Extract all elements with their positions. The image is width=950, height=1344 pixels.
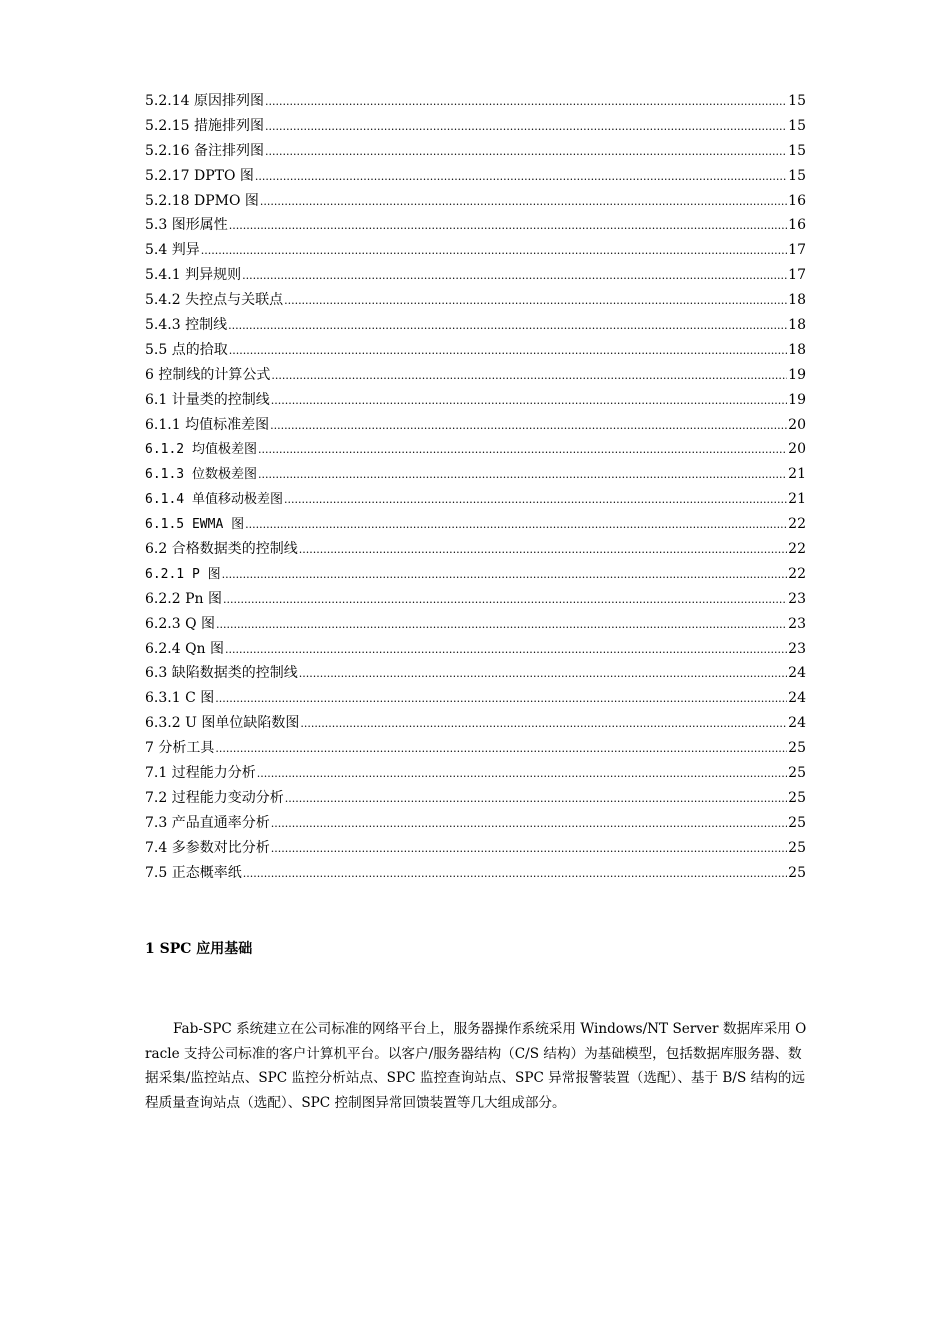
toc-dot-leader — [228, 314, 787, 339]
toc-dot-leader — [242, 264, 787, 289]
toc-dot-leader — [260, 190, 787, 215]
toc-entry-label: 6.1.1 均值标准差图 — [145, 416, 270, 433]
toc-entry[interactable] — [145, 487, 806, 512]
toc-entry-label: 5.2.15 措施排列图 — [145, 117, 264, 134]
toc-entry-page-number: 18 — [788, 292, 806, 309]
toc-entry-label: 5.4.1 判异规则 — [145, 267, 242, 284]
toc-entry[interactable] — [145, 711, 806, 736]
body-paragraph: Fab-SPC 系统建立在公司标准的网络平台上，服务器操作系统采用 Windows/NT Server 数据库采用 Oracle 支持公司标准的客户计算机平台。以客户/服务器结构（C/S 结构）为基础模型，包括数据库服务器、数据采集/监控站点、SPC 监控分析站点、SPC 监控查询站点、SPC 异常报警装置（选配）、基于 B/S 结构的远程质量查询站点（选配）、SPC 控制图异常回馈装置等几大组成部分。 — [145, 1021, 807, 1111]
toc-entry[interactable] — [145, 238, 806, 263]
toc-entry-label: 6 控制线的计算公式 — [145, 366, 271, 383]
toc-entry-page-number: 17 — [788, 267, 806, 284]
toc-dot-leader — [271, 364, 787, 389]
toc-entry[interactable] — [145, 537, 806, 562]
toc-entry[interactable] — [145, 388, 806, 413]
toc-entry[interactable] — [145, 761, 806, 786]
toc-entry-label: 7 分析工具 — [145, 740, 215, 757]
toc-entry-label: 6.1.3 位数极差图 — [145, 467, 257, 483]
toc-entry-label: 7.4 多参数对比分析 — [145, 839, 270, 856]
toc-entry-page-number: 17 — [788, 242, 806, 259]
toc-entry-page-number: 18 — [788, 317, 806, 334]
toc-dot-leader — [257, 762, 787, 787]
toc-entry-page-number: 24 — [788, 690, 806, 707]
toc-entry-label: 6.1.2 均值极差图 — [145, 442, 257, 458]
toc-entry[interactable] — [145, 612, 806, 637]
toc-entry-label: 5.2.17 DPTO 图 — [145, 167, 254, 184]
toc-entry-page-number: 23 — [788, 590, 806, 607]
toc-entry-label: 6.3.2 U 图单位缺陷数图 — [145, 715, 300, 732]
toc-entry[interactable] — [145, 736, 806, 761]
toc-entry-page-number: 25 — [788, 789, 806, 806]
toc-dot-leader — [284, 289, 787, 314]
toc-entry-label: 6.2.1 P 图 — [145, 566, 221, 582]
toc-dot-leader — [285, 787, 787, 812]
toc-dot-leader — [222, 563, 788, 588]
toc-entry-label: 6.2.3 Q 图 — [145, 615, 215, 632]
toc-entry[interactable] — [145, 114, 806, 139]
toc-dot-leader — [300, 712, 787, 737]
toc-dot-leader — [265, 90, 787, 115]
toc-entry[interactable] — [145, 836, 806, 861]
toc-dot-leader — [245, 513, 787, 538]
toc-entry-label: 7.5 正态概率纸 — [145, 864, 242, 881]
toc-dot-leader — [258, 463, 787, 488]
toc-entry-label: 5.2.14 原因排列图 — [145, 93, 264, 109]
toc-entry-label: 5.4.2 失控点与关联点 — [145, 292, 284, 309]
toc-dot-leader — [270, 414, 787, 439]
toc-dot-leader — [284, 488, 787, 513]
toc-entry-page-number: 21 — [788, 466, 806, 483]
toc-dot-leader — [215, 737, 787, 762]
toc-entry[interactable] — [145, 437, 806, 462]
toc-entry-page-number: 24 — [788, 715, 806, 732]
toc-entry-label: 5.3 图形属性 — [145, 217, 228, 234]
toc-dot-leader — [258, 438, 787, 463]
toc-dot-leader — [299, 538, 787, 563]
section-heading: 1 SPC 应用基础 — [145, 941, 253, 957]
toc-dot-leader — [229, 339, 787, 364]
toc-entry-page-number: 18 — [788, 341, 806, 358]
toc-dot-leader — [216, 613, 787, 638]
toc-entry-page-number: 21 — [788, 491, 806, 508]
toc-entry[interactable] — [145, 512, 806, 537]
toc-entry-page-number: 25 — [788, 765, 806, 782]
toc-entry-label: 6.2.2 Pn 图 — [145, 590, 222, 607]
toc-entry[interactable] — [145, 637, 806, 662]
toc-entry-label: 5.4 判异 — [145, 242, 200, 259]
toc-entry[interactable] — [145, 313, 806, 338]
toc-dot-leader — [229, 214, 787, 239]
toc-entry-page-number: 16 — [788, 192, 806, 209]
toc-dot-leader — [271, 812, 787, 837]
toc-entry-label: 6.3 缺陷数据类的控制线 — [145, 665, 298, 682]
toc-entry-page-number: 22 — [788, 541, 806, 558]
toc-dot-leader — [271, 389, 787, 414]
toc-entry[interactable] — [145, 164, 806, 189]
toc-dot-leader — [265, 115, 787, 140]
toc-entry-label: 7.1 过程能力分析 — [145, 765, 256, 782]
toc-entry-page-number: 25 — [788, 814, 806, 831]
toc-entry-label: 6.1.4 单值移动极差图 — [145, 492, 283, 508]
toc-entry-label: 6.1.5 EWMA 图 — [145, 517, 245, 533]
toc-entry-page-number: 16 — [788, 217, 806, 234]
toc-entry-page-number: 23 — [788, 640, 806, 657]
toc-entry-page-number: 25 — [788, 864, 806, 881]
toc-entry[interactable] — [145, 686, 806, 711]
toc-entry[interactable] — [145, 661, 806, 686]
toc-dot-leader — [215, 687, 787, 712]
toc-dot-leader — [243, 862, 787, 887]
toc-entry-page-number: 15 — [788, 167, 806, 184]
toc-entry-page-number: 15 — [788, 93, 806, 109]
toc-entry-label: 7.3 产品直通率分析 — [145, 814, 270, 831]
toc-entry[interactable] — [145, 338, 806, 363]
toc-entry[interactable] — [145, 587, 806, 612]
toc-entry-page-number: 25 — [788, 740, 806, 757]
toc-entry-label: 5.4.3 控制线 — [145, 317, 228, 334]
toc-entry[interactable] — [145, 189, 806, 214]
toc-entry-page-number: 15 — [788, 142, 806, 159]
toc-entry-label: 6.3.1 C 图 — [145, 690, 215, 707]
toc-dot-leader — [255, 165, 787, 190]
toc-entry[interactable] — [145, 462, 806, 487]
toc-entry-page-number: 19 — [788, 366, 806, 383]
toc-entry-label: 6.2.4 Qn 图 — [145, 640, 225, 657]
toc-entry[interactable] — [145, 363, 806, 388]
table-of-contents — [145, 89, 806, 886]
toc-entry-page-number: 22 — [788, 565, 806, 582]
toc-dot-leader — [223, 588, 787, 613]
toc-entry-page-number: 20 — [788, 416, 806, 433]
toc-entry-label: 7.2 过程能力变动分析 — [145, 789, 284, 806]
toc-entry-label: 5.5 点的拾取 — [145, 341, 228, 358]
toc-entry[interactable] — [145, 263, 806, 288]
toc-dot-leader — [201, 239, 787, 264]
toc-entry-page-number: 15 — [788, 117, 806, 134]
toc-dot-leader — [271, 837, 787, 862]
toc-entry[interactable] — [145, 786, 806, 811]
toc-entry[interactable] — [145, 139, 806, 164]
toc-entry[interactable] — [145, 213, 806, 238]
toc-entry-page-number: 23 — [788, 615, 806, 632]
toc-entry[interactable] — [145, 89, 806, 114]
toc-entry[interactable] — [145, 413, 806, 438]
toc-entry-label: 5.2.18 DPMO 图 — [145, 192, 259, 209]
toc-entry[interactable] — [145, 562, 806, 587]
toc-entry[interactable] — [145, 288, 806, 313]
toc-entry-page-number: 22 — [788, 516, 806, 533]
toc-dot-leader — [265, 140, 787, 165]
toc-entry[interactable] — [145, 811, 806, 836]
toc-dot-leader — [225, 638, 787, 663]
toc-entry[interactable] — [145, 861, 806, 886]
toc-entry-page-number: 25 — [788, 839, 806, 856]
toc-entry-page-number: 20 — [788, 441, 806, 458]
toc-entry-page-number: 24 — [788, 665, 806, 682]
toc-entry-label: 5.2.16 备注排列图 — [145, 142, 264, 159]
toc-entry-page-number: 19 — [788, 391, 806, 408]
toc-dot-leader — [299, 662, 787, 687]
toc-entry-label: 6.2 合格数据类的控制线 — [145, 541, 298, 558]
toc-entry-label: 6.1 计量类的控制线 — [145, 391, 270, 408]
